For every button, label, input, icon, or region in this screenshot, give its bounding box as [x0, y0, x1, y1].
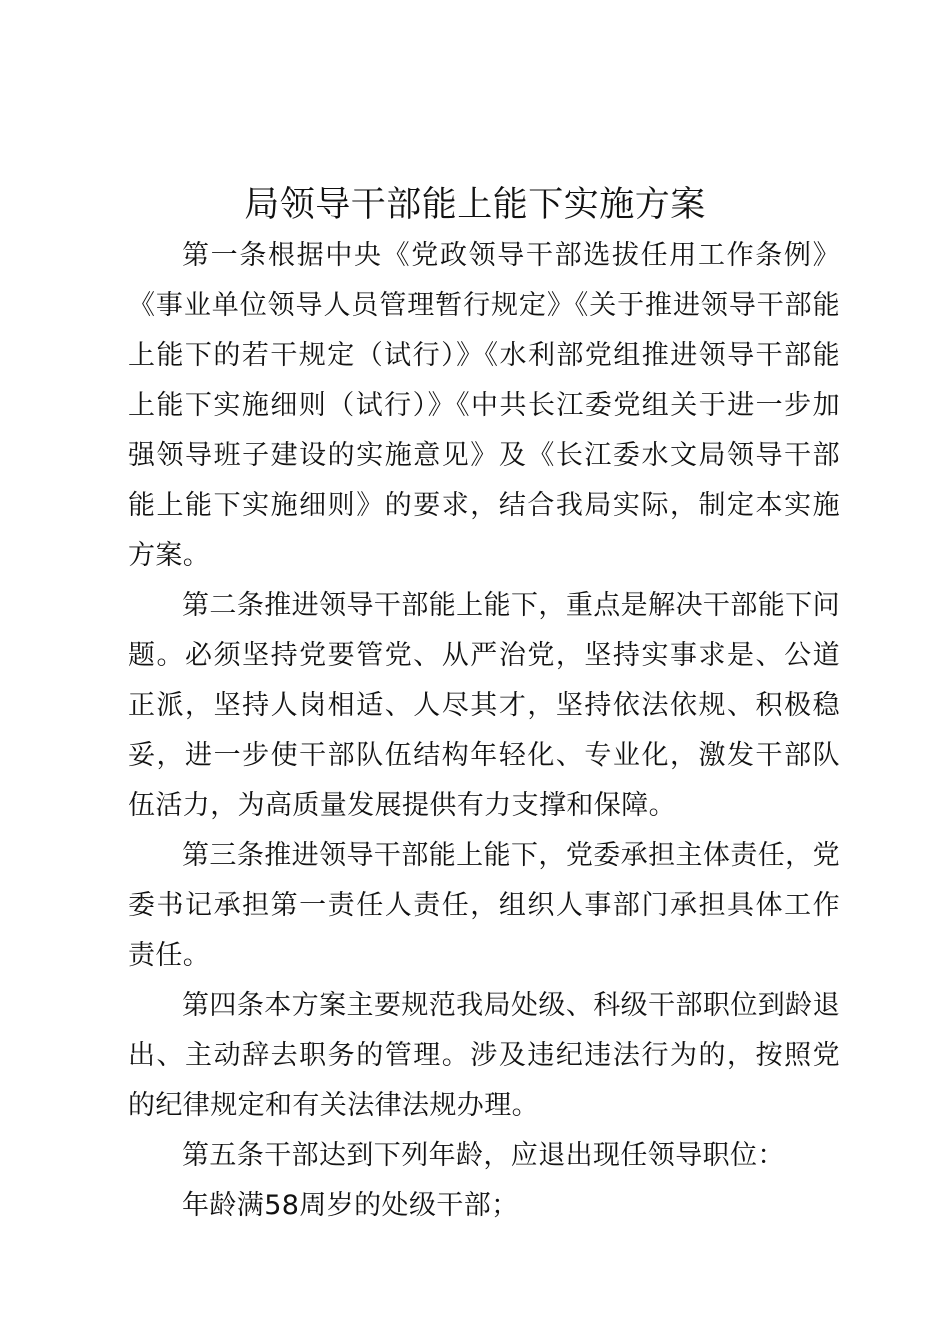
article-4-paragraph: 第四条本方案主要规范我局处级、科级干部职位到龄退出、主动辞去职务的管理。涉及违纪违法行为的，按照党的纪律规定和有关法律法规办理。 [128, 990, 840, 1121]
article-5-paragraph: 第五条干部达到下列年龄，应退出现任领导职位： [182, 1140, 785, 1171]
age-limit-item-paragraph: 年龄满58周岁的处级干部； [182, 1190, 519, 1221]
document-title: 局领导干部能上能下实施方案 [244, 185, 706, 225]
article-1-paragraph: 第一条根据中央《党政领导干部选拔任用工作条例》《事业单位领导人员管理暂行规定》《关于推进领导干部能上能下的若干规定（试行）》《水利部党组推进领导干部能上能下实施细则（试行）》《中共长江委党组关于进一步加强领导班子建设的实施意见》及《长江委水文局领导干部能上能下实施细则》的要求，结合我局实际，制定本实施方案。 [128, 240, 840, 571]
article-2-paragraph: 第二条推进领导干部能上能下，重点是解决干部能下问题。必须坚持党要管党、从严治党，坚持实事求是、公道正派，坚持人岗相适、人尽其才，坚持依法依规、积极稳妥，进一步使干部队伍结构年轻化、专业化，激发干部队伍活力，为高质量发展提供有力支撑和保障。 [128, 590, 840, 821]
article-3-paragraph: 第三条推进领导干部能上能下，党委承担主体责任，党委书记承担第一责任人责任，组织人事部门承担具体工作责任。 [128, 840, 840, 971]
document-body [128, 231, 840, 1231]
